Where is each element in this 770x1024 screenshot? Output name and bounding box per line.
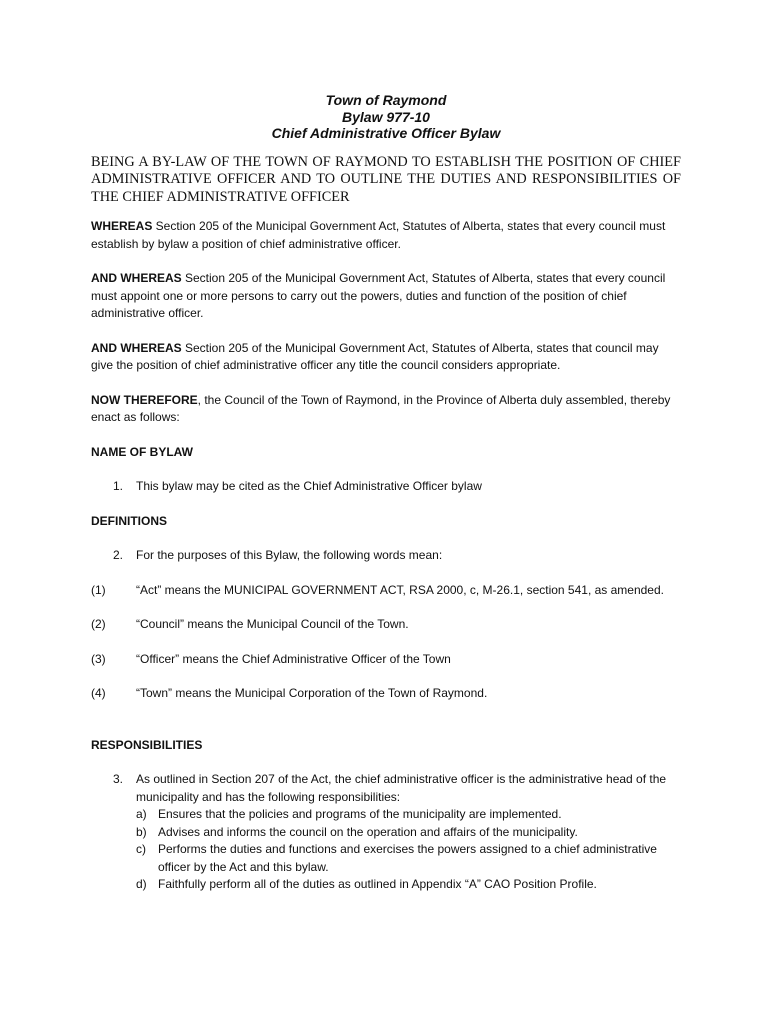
clause-text: For the purposes of this Bylaw, the following words mean: — [136, 548, 443, 562]
whereas-lead: AND WHEREAS — [91, 340, 182, 355]
whereas-text: Section 205 of the Municipal Government Act, Statutes of Alberta, states that every council must appoint one or more persons to carry out the powers, duties and function of the position of chief administrative officer. — [91, 271, 666, 320]
header-bylaw-title: Chief Administrative Officer Bylaw — [271, 125, 501, 141]
definition-number: (2) — [91, 617, 106, 631]
whereas-lead: WHEREAS — [91, 219, 153, 233]
responsibility-letter: c) — [136, 842, 146, 856]
whereas-clause-3 — [91, 340, 681, 375]
clause-text: As outlined in Section 207 of the Act, the chief administrative officer is the administrative head of the municipality and has the following responsibilities: — [136, 772, 667, 804]
definition-number: (3) — [91, 651, 106, 666]
preamble: BEING A BY-LAW OF THE TOWN OF RAYMOND TO ESTABLISH THE POSITION OF CHIEF ADMINISTRATIVE OFFICER AND TO OUTLINE THE DUTIES AND RESPONSIBILITIES OF THE CHIEF ADMINISTRATIVE OFFICER — [91, 153, 681, 205]
responsibility-letter: b) — [136, 824, 147, 839]
responsibility-letter: d) — [136, 877, 147, 891]
clause-number: 1. — [113, 479, 124, 493]
whereas-lead: AND WHEREAS — [91, 271, 182, 285]
responsibility-text: Performs the duties and functions and exercises the powers assigned to a chief administrative officer by the Act and this bylaw. — [158, 842, 657, 874]
responsibility-text: Advises and informs the council on the operation and affairs of the municipality. — [158, 824, 578, 839]
responsibility-item — [91, 806, 681, 824]
header-bylaw-number: Bylaw 977-10 — [342, 108, 430, 125]
whereas-clause-1 — [91, 218, 681, 253]
definition-text: “Act” means the MUNICIPAL GOVERNMENT ACT, RSA 2000, c, M-26.1, section 541, as amended. — [136, 582, 664, 597]
clause-text: This bylaw may be cited as the Chief Administrative Officer bylaw — [136, 479, 482, 493]
responsibility-text: Faithfully perform all of the duties as outlined in Appendix “A” CAO Position Profile. — [158, 877, 597, 891]
document-header — [91, 92, 681, 142]
responsibility-item — [91, 876, 681, 894]
section-heading-name-of-bylaw: NAME OF BYLAW — [91, 444, 193, 459]
definition-text: “Council” means the Municipal Council of the Town. — [136, 617, 409, 631]
definition-item — [91, 685, 681, 703]
definition-text: “Officer” means the Chief Administrative Officer of the Town — [136, 651, 451, 666]
definition-number: (1) — [91, 582, 106, 597]
responsibility-text: Ensures that the policies and programs of the municipality are implemented. — [158, 807, 562, 821]
whereas-clause-2 — [91, 270, 681, 323]
therefore-lead: NOW THEREFORE — [91, 392, 198, 407]
clause-3 — [91, 771, 681, 806]
clause-number: 3. — [113, 772, 124, 786]
now-therefore-clause — [91, 392, 681, 427]
responsibility-letter: a) — [136, 807, 147, 821]
responsibility-item — [91, 841, 681, 876]
definition-item — [91, 582, 681, 600]
definition-item — [91, 651, 681, 669]
definition-number: (4) — [91, 686, 106, 700]
clause-number: 2. — [113, 548, 124, 562]
section-heading-responsibilities: RESPONSIBILITIES — [91, 737, 203, 752]
document-page — [91, 92, 681, 894]
responsibility-item — [91, 824, 681, 842]
clause-2 — [91, 547, 681, 565]
whereas-text: Section 205 of the Municipal Government Act, Statutes of Alberta, states that every council must establish by bylaw a position of chief administrative officer. — [91, 219, 666, 251]
section-heading-definitions: DEFINITIONS — [91, 513, 168, 528]
therefore-text: , the Council of the Town of Raymond, in the Province of Alberta duly assembled, thereby enact as follows: — [91, 392, 671, 424]
definition-item — [91, 616, 681, 634]
clause-1 — [91, 478, 681, 496]
header-town: Town of Raymond — [325, 92, 447, 108]
definition-text: “Town” means the Municipal Corporation of the Town of Raymond. — [136, 686, 488, 700]
whereas-text: Section 205 of the Municipal Government Act, Statutes of Alberta, states that council may give the position of chief administrative officer any title the council considers appropriate. — [91, 340, 659, 372]
